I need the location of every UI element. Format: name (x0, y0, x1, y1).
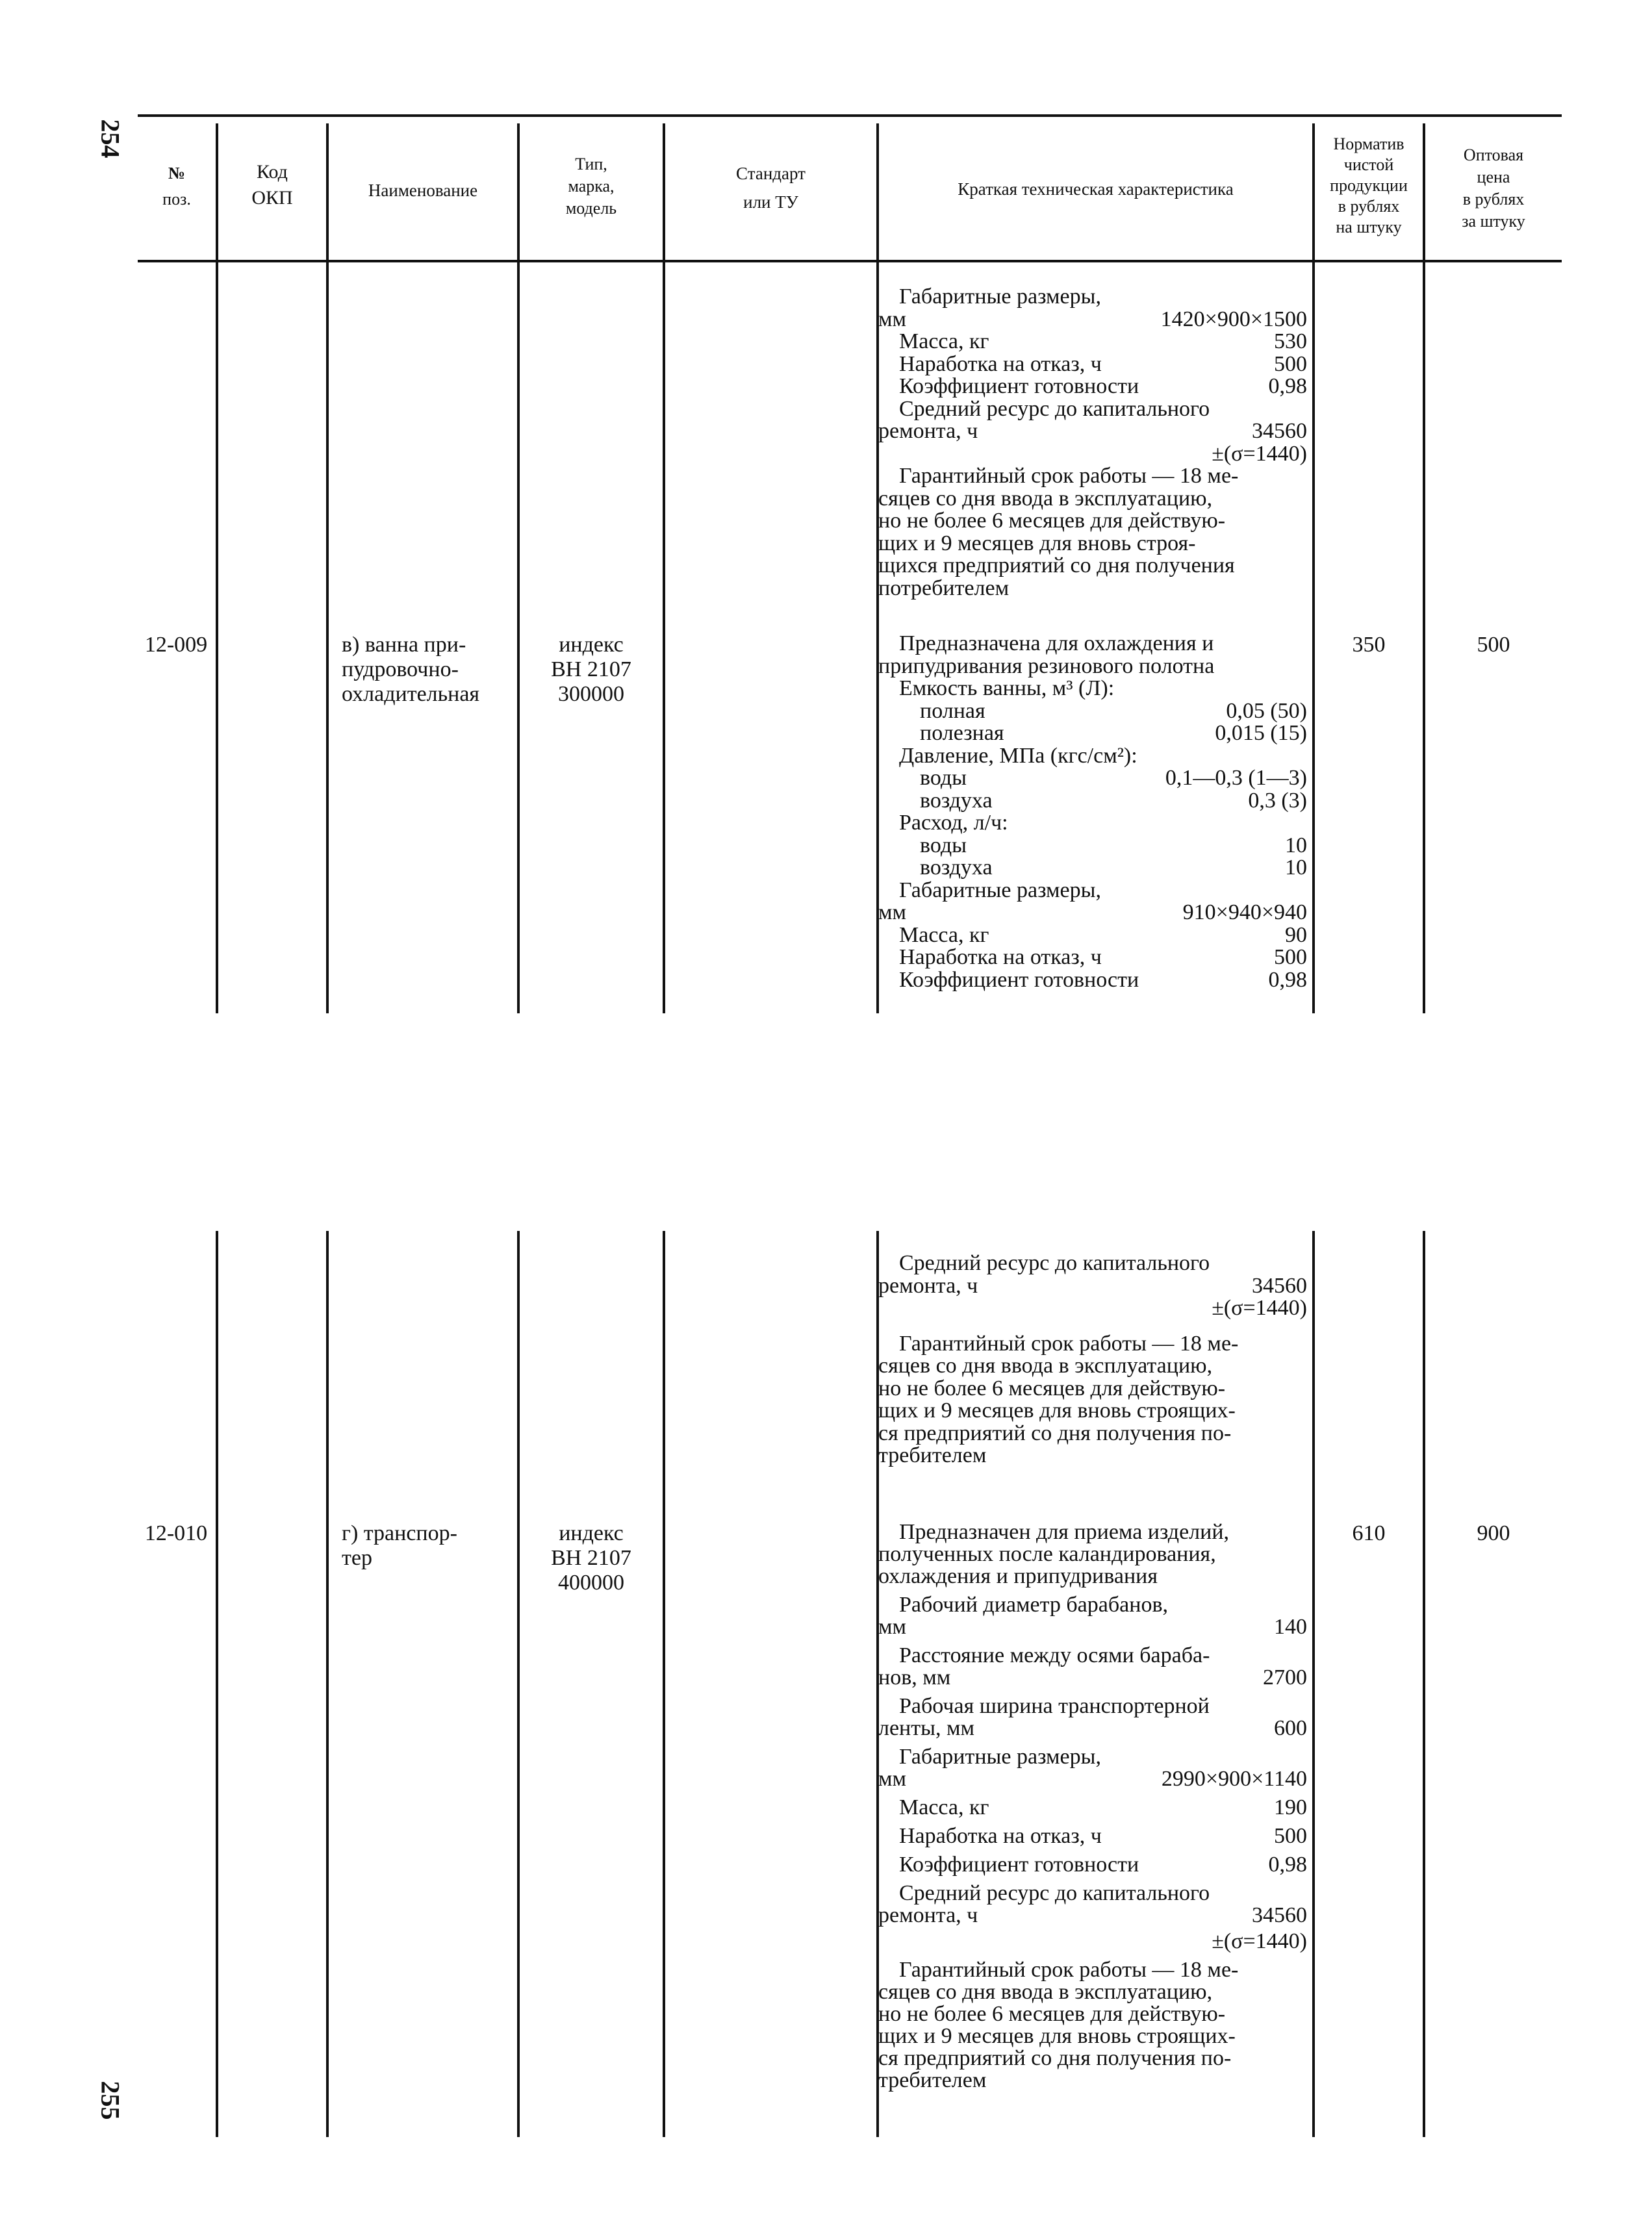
page-number-top: 254 (95, 119, 125, 158)
header-price: Оптовая цена в рублях за штуку (1462, 146, 1525, 231)
header-name: Наименование (368, 181, 478, 200)
header-bottom-rule (138, 260, 1562, 262)
row-price: 900 (1477, 1521, 1510, 1545)
spec-continuation-1: Габаритные размеры, мм 1420×900×1500 Масса, кг 530 Наработка на отказ, ч 500 Коэффициент готовности 0,98 Средний ресурс до капитального ремонта, ч 34560 ±(σ=1440) Гарантийный срок работы — 18 ме- сяцев со дня ввода в эксплуатацию, но не более 6 месяцев для действую- щих и 9 месяцев для вновь строя- щихся предприятий со дня получения потребителем (878, 285, 1307, 600)
column-rule (216, 1231, 218, 2137)
header-norm: Норматив чистой продукции в рублях на штуку (1330, 134, 1408, 236)
column-rule (663, 123, 665, 1013)
column-rule (326, 123, 329, 1013)
header-spec: Краткая техническая характеристика (958, 179, 1234, 199)
column-rule (517, 1231, 520, 2137)
header-model: Тип, марка, модель (565, 155, 617, 218)
row-name: в) ванна при- пудровочно- охладительная (342, 633, 480, 706)
row-model: индекс ВН 2107 300000 (551, 633, 631, 706)
column-rule (1423, 123, 1425, 1013)
column-rule (216, 123, 218, 1013)
column-rule (663, 1231, 665, 2137)
row-pos: 12-010 (144, 1521, 208, 1545)
column-rule (1312, 1231, 1315, 2137)
spec-continuation-2: Средний ресурс до капитального ремонта, ч 34560 ±(σ=1440) Гарантийный срок работы — 18 ме- сяцев со дня ввода в эксплуатацию, но не более 6 месяцев для действую- щих и 9 месяцев для вновь строящих- ся предприятий со дня получения по- требителем (878, 1251, 1307, 1467)
row-spec: Предназначен для приема изделий, полученных после каландирования, охлаждения и припудривания Рабочий диаметр барабанов, мм 140 Расстояние между осями бараба- нов, мм 2700 Рабочая ширина транспортерной ленты, мм 600 Габаритные размеры, мм 2990×900×1140 Масса, кг 190 Наработка на отказ, ч 500 Коэффициент готовности 0,98 Средний ресурс до капитального ремонта, ч 34560 ±(σ=1440) Гарантийный срок работы — 18 ме- сяцев со дня ввода в эксплуатацию, но не более 6 месяцев для действую- щих и 9 месяцев для вновь строящих- ся предприятий со дня получения по- требителем (878, 1520, 1307, 2092)
row-price: 500 (1477, 633, 1510, 657)
row-norm: 350 (1352, 633, 1386, 657)
row-name: г) транспор- тер (342, 1521, 457, 1570)
column-rule (517, 123, 520, 1013)
column-rule (326, 1231, 329, 2137)
header-top-rule (138, 114, 1562, 117)
row-model: индекс ВН 2107 400000 (551, 1521, 631, 1595)
page-number-bottom: 255 (95, 2081, 125, 2120)
header-okp: Код ОКП (251, 161, 293, 209)
header-pos: № поз. (162, 164, 191, 209)
row-norm: 610 (1352, 1521, 1386, 1545)
header-standard: Стандарт или ТУ (736, 164, 806, 212)
column-rule (1312, 123, 1315, 1013)
row-spec: Предназначена для охлаждения и припудривания резинового полотна Емкость ванны, м³ (Л): полная 0,05 (50) полезная 0,015 (15) Давление, МПа (кгс/см²): воды 0,1—0,3 (1—3) воздуха 0,3 (3) Расход, л/ч: воды 10 воздуха 10 Габаритные размеры, мм 910×940×940 Масса, кг 90 Наработка на отказ, ч 500 Коэффициент готовности 0,98 (878, 631, 1307, 992)
column-rule (1423, 1231, 1425, 2137)
row-pos: 12-009 (144, 633, 208, 657)
